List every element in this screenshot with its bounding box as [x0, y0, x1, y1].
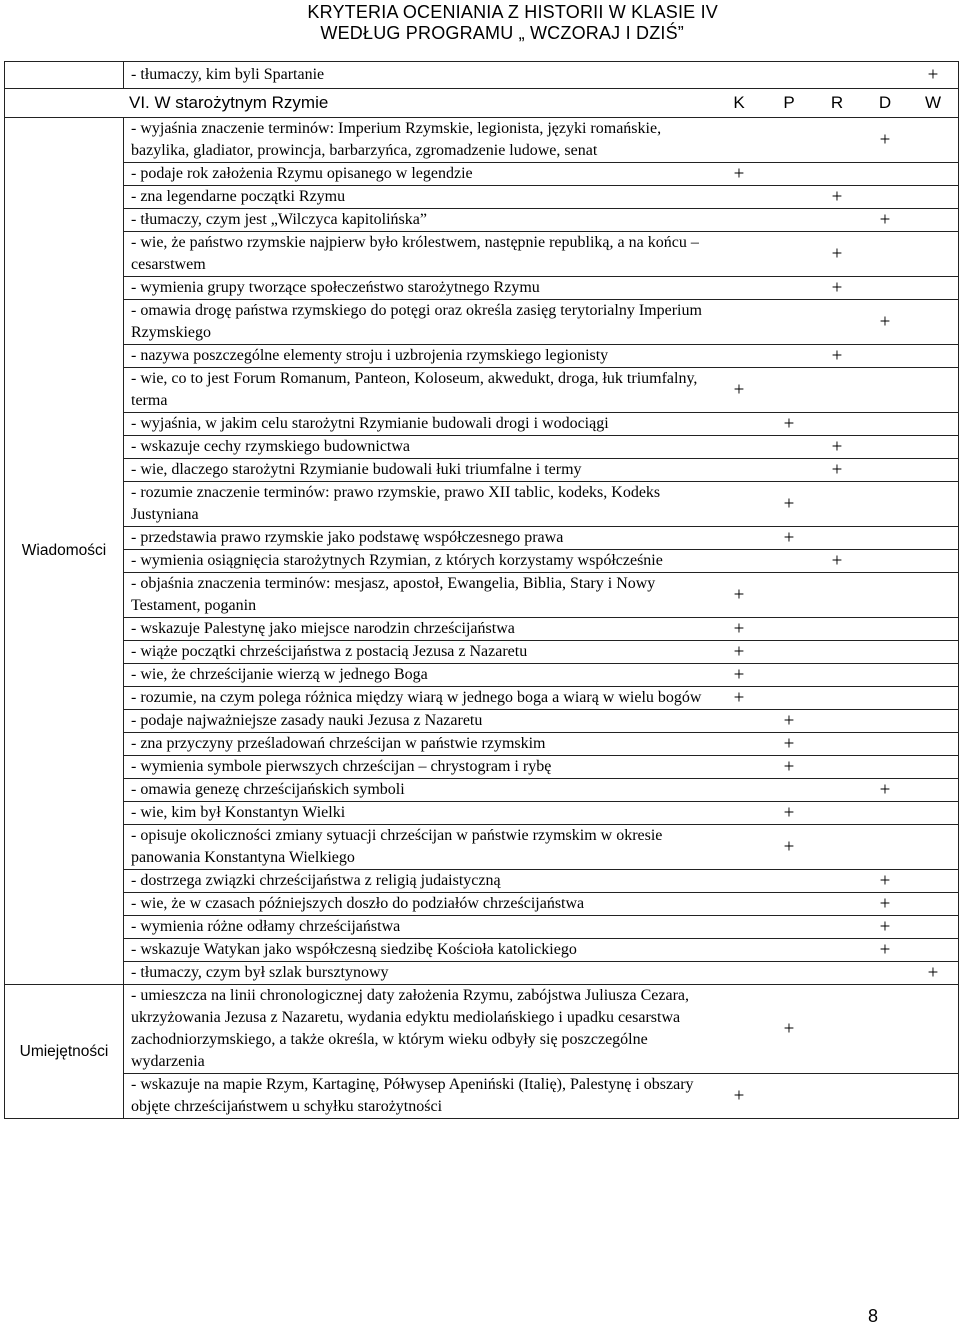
criterion-row: [5, 756, 959, 779]
criterion-row: [5, 802, 959, 825]
criterion-row: [5, 209, 959, 232]
criterion-text: - objaśnia znaczenia terminów: mesjasz, apostoł, Ewangelia, Biblia, Stary i Nowy Testament, poganin: [131, 575, 656, 614]
criterion-mark: +: [831, 277, 843, 299]
criterion-mark: +: [733, 618, 745, 640]
criterion-cell: [124, 962, 959, 985]
criterion-mark: +: [879, 870, 891, 892]
header-title: KRYTERIA OCENIANIA Z HISTORII W KLASIE IV: [307, 2, 718, 22]
skills-category: Umiejętności: [5, 985, 124, 1119]
criterion-text: - wie, że chrześcijanie wierzą w jednego Boga: [131, 666, 428, 683]
criterion-cell: [124, 186, 959, 209]
top-row: [5, 62, 959, 89]
criterion-mark: +: [879, 893, 891, 915]
empty-category-cell: [5, 62, 124, 89]
criterion-row: [5, 870, 959, 893]
criterion-row: [5, 277, 959, 300]
criterion-cell: [124, 985, 959, 1074]
criterion-row: [5, 118, 959, 163]
criterion-cell: [124, 413, 959, 436]
criterion-text: - podaje rok założenia Rzymu opisanego w legendzie: [131, 165, 473, 182]
criterion-cell: [124, 573, 959, 618]
criterion-mark: +: [733, 163, 745, 185]
criterion-mark: +: [831, 345, 843, 367]
criterion-mark: +: [733, 641, 745, 663]
criterion-mark: +: [733, 1085, 745, 1107]
criterion-mark: +: [733, 664, 745, 686]
page-header: [0, 0, 960, 48]
criterion-row: [5, 368, 959, 413]
criterion-cell: [124, 209, 959, 232]
criterion-row: [5, 893, 959, 916]
criterion-row: [5, 641, 959, 664]
criterion-text: - wiąże początki chrześcijaństwa z postacią Jezusa z Nazaretu: [131, 643, 528, 660]
criterion-text: - dostrzega związki chrześcijaństwa z religią judaistyczną: [131, 872, 501, 889]
criterion-text: - wyjaśnia, w jakim celu starożytni Rzymianie budowali drogi i wodociągi: [131, 415, 609, 432]
criterion-cell: [124, 527, 959, 550]
criterion-text: - wskazuje Watykan jako współczesną siedzibę Kościoła katolickiego: [131, 941, 577, 958]
criterion-text: - wie, kim był Konstantyn Wielki: [131, 804, 346, 821]
criterion-cell: [124, 345, 959, 368]
criterion-text: - omawia genezę chrześcijańskich symboli: [131, 781, 405, 798]
section-header-row: [5, 89, 959, 118]
page-number: 8: [867, 1306, 878, 1326]
criterion-cell: [124, 893, 959, 916]
criterion-text: - wie, co to jest Forum Romanum, Panteon, Koloseum, akwedukt, droga, łuk triumfalny, terma: [131, 370, 698, 409]
criterion-text: - wskazuje na mapie Rzym, Kartaginę, Półwysep Apeniński (Italię), Palestynę i obszary objęte chrześcijaństwem u schyłku starożytności: [131, 1076, 694, 1115]
criterion-row: [5, 939, 959, 962]
criterion-row: [5, 482, 959, 527]
criterion-cell: [124, 939, 959, 962]
criterion-cell: [124, 687, 959, 710]
criterion-mark: +: [733, 584, 745, 606]
criterion-cell: [124, 733, 959, 756]
criterion-cell: [124, 550, 959, 573]
criterion-row: [5, 687, 959, 710]
criterion-row: [5, 550, 959, 573]
criterion-cell: [124, 802, 959, 825]
criterion-cell: [124, 664, 959, 687]
criterion-mark: +: [783, 733, 795, 755]
criterion-mark: +: [831, 550, 843, 572]
criterion-row: [5, 527, 959, 550]
criterion-text: - wymienia symbole pierwszych chrześcijan – chrystogram i rybę: [131, 758, 552, 775]
criterion-mark: +: [831, 436, 843, 458]
criterion-row: [5, 459, 959, 482]
criterion-mark: +: [831, 459, 843, 481]
criterion-text: - tłumaczy, czym był szlak bursztynowy: [131, 964, 389, 981]
criterion-text: - rozumie, na czym polega różnica między wiarą w jednego boga a wiarą w wielu bogów: [131, 689, 702, 706]
criterion-mark: +: [831, 186, 843, 208]
criterion-cell: [124, 641, 959, 664]
level-p-header: P: [783, 93, 795, 112]
criterion-mark: +: [879, 311, 891, 333]
criterion-mark: +: [879, 939, 891, 961]
criterion-cell: [124, 1074, 959, 1119]
criterion-cell: [124, 916, 959, 939]
criterion-mark: +: [783, 1018, 795, 1040]
criterion-mark: +: [879, 916, 891, 938]
criterion-mark: +: [733, 379, 745, 401]
criterion-cell: [124, 459, 959, 482]
criterion-cell: [124, 232, 959, 277]
criterion-text: - nazywa poszczególne elementy stroju i uzbrojenia rzymskiego legionisty: [131, 347, 609, 364]
criterion-mark: +: [783, 527, 795, 549]
criterion-text: - wie, że państwo rzymskie najpierw było królestwem, następnie republiką, a na końcu – cesarstwem: [131, 234, 699, 273]
criterion-cell: [124, 618, 959, 641]
criterion-row: [5, 436, 959, 459]
criterion-mark: +: [783, 413, 795, 435]
criterion-row: [5, 300, 959, 345]
criterion-mark: +: [783, 802, 795, 824]
level-r-header: R: [830, 93, 844, 112]
criterion-text: - rozumie znaczenie terminów: prawo rzymskie, prawo XII tablic, kodeks, Kodeks Justyniana: [131, 484, 661, 523]
criterion-text: - wskazuje cechy rzymskiego budownictwa: [131, 438, 411, 455]
criterion-row: [5, 345, 959, 368]
criterion-text: - opisuje okoliczności zmiany sytuacji chrześcijan w państwie rzymskim w okresie panowania Konstantyna Wielkiego: [131, 827, 663, 866]
criterion-text: - zna legendarne początki Rzymu: [131, 188, 346, 205]
criterion-text: - przedstawia prawo rzymskie jako podstawę współczesnego prawa: [131, 529, 564, 546]
criterion-row: [5, 825, 959, 870]
criterion-mark: +: [927, 962, 939, 984]
criterion-mark: +: [879, 129, 891, 151]
criterion-text: - tłumaczy, kim byli Spartanie: [131, 66, 325, 83]
criterion-row: [5, 618, 959, 641]
criterion-cell: [124, 300, 959, 345]
criterion-mark: +: [733, 687, 745, 709]
top-row-text: [124, 62, 959, 89]
criterion-row: [5, 710, 959, 733]
knowledge-category: Wiadomości: [5, 118, 124, 985]
criterion-row: [5, 962, 959, 985]
criterion-text: - umieszcza na linii chronologicznej daty założenia Rzymu, zabójstwa Juliusza Cezara, ukrzyżowania Jezusa z Nazaretu, wydania edyktu mediolańskiego i upadku cesarstwa zachodniorzymskiego, a także określa, w którym wieku odbyły się poszczególne wydarzenia: [131, 987, 689, 1070]
criterion-mark: +: [879, 779, 891, 801]
criterion-text: - wymienia osiągnięcia starożytnych Rzymian, z których korzystamy współcześnie: [131, 552, 663, 569]
criterion-text: - wie, że w czasach późniejszych doszło do podziałów chrześcijaństwa: [131, 895, 585, 912]
criterion-row: [5, 573, 959, 618]
criterion-cell: [124, 870, 959, 893]
criterion-row: [5, 916, 959, 939]
criterion-text: - tłumaczy, czym jest „Wilczyca kapitolińska”: [131, 211, 427, 228]
level-w-header: W: [924, 93, 942, 112]
criterion-cell: [124, 482, 959, 527]
criterion-mark: +: [783, 756, 795, 778]
criterion-text: - wskazuje Palestynę jako miejsce narodzin chrześcijaństwa: [131, 620, 515, 637]
criterion-cell: [124, 756, 959, 779]
criteria-table: [4, 61, 959, 1119]
criterion-mark: +: [927, 64, 939, 86]
criterion-row: [5, 163, 959, 186]
criterion-row: [5, 985, 959, 1074]
criterion-text: - wymienia różne odłamy chrześcijaństwa: [131, 918, 401, 935]
criterion-cell: [124, 368, 959, 413]
section-header: [5, 89, 959, 118]
criterion-mark: +: [783, 493, 795, 515]
level-k-header: K: [733, 93, 745, 112]
criterion-row: [5, 664, 959, 687]
criterion-row: [5, 779, 959, 802]
level-d-header: D: [878, 93, 892, 112]
header-subtitle: WEDŁUG PROGRAMU „ WCZORAJ I DZIŚ”: [320, 23, 684, 43]
criterion-cell: [124, 779, 959, 802]
criterion-cell: [124, 825, 959, 870]
criterion-text: - wymienia grupy tworzące społeczeństwo starożytnego Rzymu: [131, 279, 540, 296]
criterion-text: - podaje najważniejsze zasady nauki Jezusa z Nazaretu: [131, 712, 483, 729]
criterion-text: - wie, dlaczego starożytni Rzymianie budowali łuki triumfalne i termy: [131, 461, 582, 478]
section-title: VI. W starożytnym Rzymie: [129, 93, 329, 112]
criterion-mark: +: [831, 243, 843, 265]
criterion-text: - omawia drogę państwa rzymskiego do potęgi oraz określa zasięg terytorialny Imperium Rzymskiego: [131, 302, 702, 341]
criterion-row: [5, 232, 959, 277]
criterion-text: - zna przyczyny prześladowań chrześcijan w państwie rzymskim: [131, 735, 546, 752]
criterion-row: [5, 733, 959, 756]
criterion-row: [5, 1074, 959, 1119]
criterion-mark: +: [783, 836, 795, 858]
criterion-text: - wyjaśnia znaczenie terminów: Imperium Rzymskie, legionista, języki romańskie, bazylika, gladiator, prowincja, barbarzyńca, zgromadzenie ludowe, senat: [131, 120, 662, 159]
criterion-row: [5, 413, 959, 436]
criterion-cell: [124, 118, 959, 163]
criterion-mark: +: [783, 710, 795, 732]
criterion-row: [5, 186, 959, 209]
criterion-cell: [124, 163, 959, 186]
criterion-cell: [124, 277, 959, 300]
criterion-mark: +: [879, 209, 891, 231]
criterion-cell: [124, 436, 959, 459]
criterion-cell: [124, 710, 959, 733]
